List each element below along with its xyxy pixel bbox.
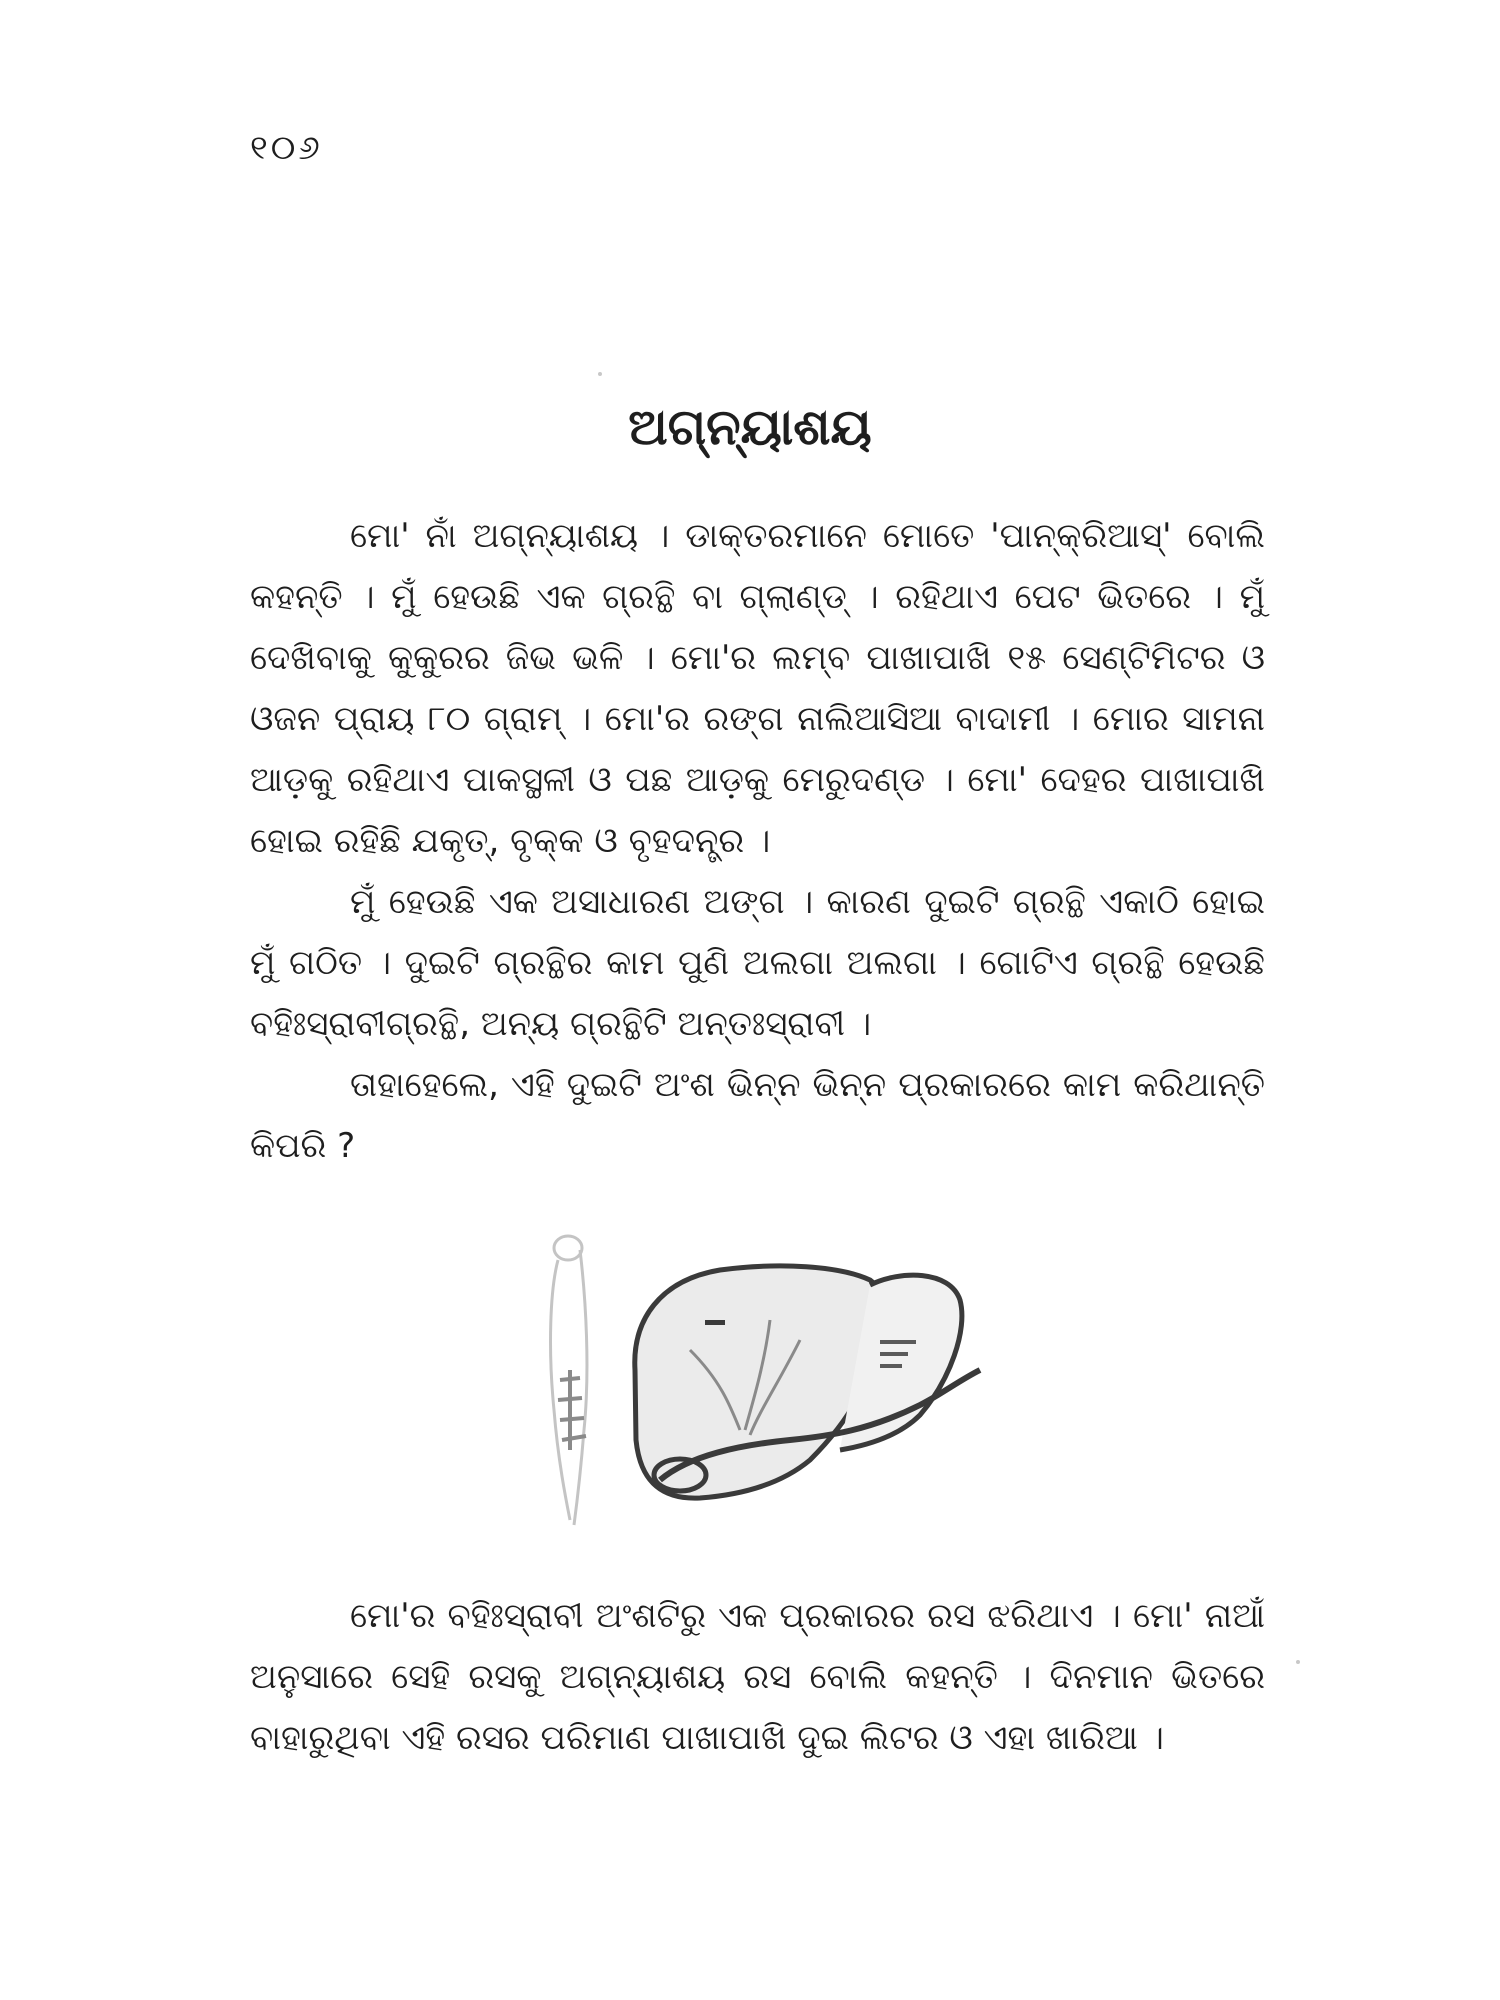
label-mark xyxy=(880,1352,908,1356)
chapter-title: ଅଗ୍ନ୍ୟାଶୟ xyxy=(628,398,872,456)
scan-speck xyxy=(1296,1660,1300,1664)
label-mark xyxy=(880,1340,916,1344)
label-mark xyxy=(705,1320,725,1325)
paragraph-3: ତାହାହେଲେ, ଏହି ଦୁଇଟି ଅଂଶ ଭିନ୍ନ ଭିନ୍ନ ପ୍ରକାରରେ କାମ କରିଥାନ୍ତି କିପରି ? xyxy=(250,1065,1265,1166)
spine-sketch xyxy=(558,1370,586,1450)
page-number: ୧୦୬ xyxy=(250,128,323,168)
paragraph-4: ମୋ'ର ବହିଃସ୍ରାବୀ ଅଂଶଟିରୁ ଏକ ପ୍ରକାରର ରସ ଝରିଥାଏ । ମୋ' ନାଆଁ ଅନୁସାରେ ସେହି ରସକୁ ଅଗ୍ନ୍ୟାଶୟ ରସ ବୋଲି କହନ୍ତି । ଦିନମାନ ଭିତରେ ବାହାରୁଥିବା ଏହି ରସର ପରିମାଣ ପାଖାପାଖି ଦୁଇ ଲିଟର ଓ ଏହା ଖାରିଆ । xyxy=(250,1596,1265,1758)
body-text-bottom xyxy=(250,1586,1265,1769)
paragraph-1: ମୋ' ନାଁ ଅଗ୍ନ୍ୟାଶୟ । ଡାକ୍ତରମାନେ ମୋତେ 'ପାନ୍‌କ୍ରିଆସ୍' ବୋଲି କହନ୍ତି । ମୁଁ ହେଉଛି ଏକ ଗ୍ରନ୍ଥି ବା ଗ୍ଲାଣ୍ଡ୍ । ରହିଥାଏ ପେଟ ଭିତରେ । ମୁଁ ଦେଖିବାକୁ କୁକୁରର ଜିଭ ଭଳି । ମୋ'ର ଲମ୍ବ ପାଖାପାଖି ୧୫ ସେଣ୍ଟିମିଟର ଓ ଓଜନ ପ୍ରାୟ ୮୦ ଗ୍ରାମ୍ । ମୋ'ର ରଙ୍ଗ ନାଲିଆସିଆ ବାଦାମୀ । ମୋର ସାମନା ଆଡ଼କୁ ରହିଥାଏ ପାକସ୍ଥଳୀ ଓ ପଛ ଆଡ଼କୁ ମେରୁଦଣ୍ଡ । ମୋ' ଦେହର ପାଖାପାଖି ହୋଇ ରହିଛି ଯକୃତ୍, ବୃକ୍କ ଓ ବୃହଦନ୍ତ୍ର । xyxy=(250,516,1265,861)
label-mark xyxy=(880,1364,902,1368)
paragraph-2: ମୁଁ ହେଉଛି ଏକ ଅସାଧାରଣ ଅଙ୍ଗ । କାରଣ ଦୁଇଟି ଗ୍ରନ୍ଥି ଏକାଠି ହୋଇ ମୁଁ ଗଠିତ । ଦୁଇଟି ଗ୍ରନ୍ଥିର କାମ ପୁଣି ଅଲଗା ଅଲଗା । ଗୋଟିଏ ଗ୍ରନ୍ଥି ହେଉଛି ବହିଃସ୍ରାବୀଗ୍ରନ୍ଥି, ଅନ୍ୟ ଗ୍ରନ୍ଥିଟି ଅନ୍ତଃସ୍ରାବୀ । xyxy=(250,882,1265,1044)
pancreas-illustration xyxy=(540,1230,1010,1530)
body-text-top xyxy=(250,506,1265,1177)
scan-speck xyxy=(598,372,602,376)
